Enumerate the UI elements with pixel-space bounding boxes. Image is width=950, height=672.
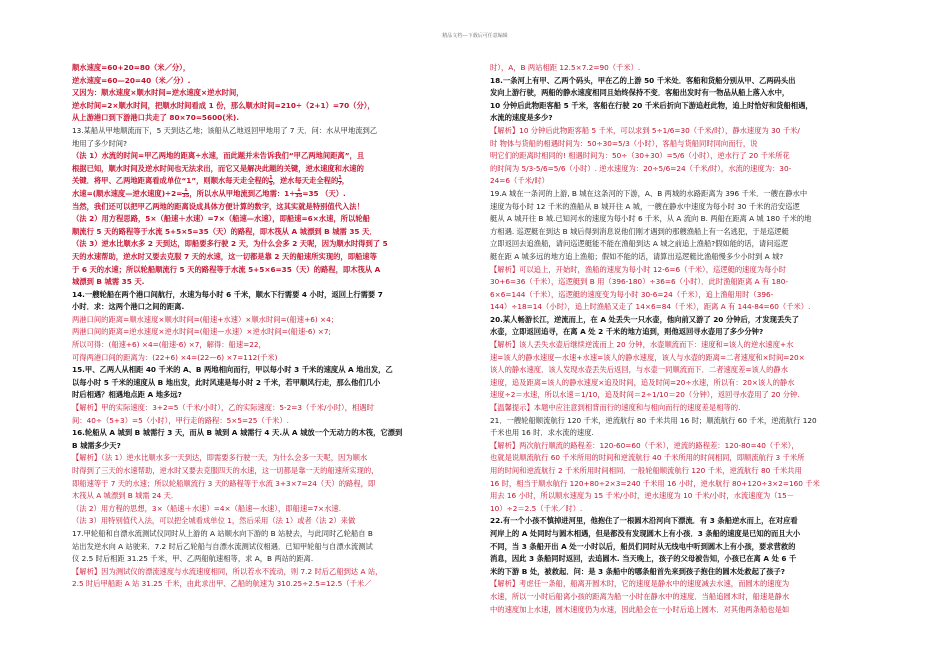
fraction-denominator: 5 — [269, 180, 273, 187]
fraction-denominator: 35 — [182, 193, 190, 200]
text-line — [490, 478, 880, 491]
text-line — [72, 478, 462, 491]
left-column — [72, 62, 462, 591]
line-text: 逆水时间=2×顺水时间，把顺水时间看成 1 份，那么顺水时间=210÷（2+1）=70（分）， — [72, 100, 375, 110]
text-line — [490, 541, 880, 554]
text-line — [72, 339, 462, 352]
text-line — [72, 377, 462, 390]
text-line — [490, 427, 880, 440]
text-line — [72, 75, 462, 88]
line-text: 逆水速度=60—20=40（米／分）. — [72, 75, 191, 85]
text-line — [490, 276, 880, 289]
text-line — [490, 251, 880, 264]
line-text: 也就是说顺流航行 60 千米所用的时间和逆流航行 40 千米所用的时间相同，即顺流航行 3 千米所 — [490, 453, 805, 463]
text-line — [72, 112, 462, 125]
line-text: 18.一条河上有甲、乙两个码头，甲在乙的上游 50 千米处．客船和货船分别从甲、乙两码头出 — [490, 75, 796, 85]
text-line — [72, 201, 462, 214]
line-text: 米的下游 B 处，被救起．问：是 3 条船中的哪条船首先来到孩子抱住的圆木处救起了孩子? — [490, 566, 786, 576]
text-line — [72, 251, 462, 264]
text-line — [72, 415, 462, 428]
fraction-denominator: 35 — [295, 193, 303, 200]
line-text: 21．一艘轮船顺流航行 120 千米，逆流航行 80 千米共用 16 时；顺流航行 60 千米，逆流航行 120 — [490, 415, 817, 425]
line-text: 发向上游行驶，两船的静水速度相同且始终保持不变．客船出发时有一物品从船上落入水中， — [490, 88, 790, 98]
text-line — [490, 566, 880, 579]
line-text: 木筏从 A 城漂到 B 城需 24 天. — [72, 491, 174, 501]
text-line — [72, 452, 462, 465]
text-line — [490, 415, 880, 428]
text-line — [490, 452, 880, 465]
text-line — [72, 62, 462, 75]
line-text: 该人的静水速度．该人发现水壶丢失后返回，与水壶一同顺流而下．二者速度差=该人的静水 — [490, 365, 788, 375]
text-line — [490, 440, 880, 453]
line-text: 天的水速帮助，逆水时又要去克服 7 天的水速，这一切都是靠 2 天的船速所实现的，即船速等 — [72, 251, 377, 261]
line-text: 小时．求：这两个港口之间的距离. — [72, 302, 185, 312]
text-line — [490, 364, 880, 377]
line-text: 【解析】甲的实际速度：3+2=5（千米/小时），乙的实际速度：5-2=3（千米/小时），相遇时 — [72, 403, 374, 413]
line-text: 以每小时 5 千米的速度从 B 地出发，此时风速是每小时 2 千米，若甲顺风行走，那么他们几小 — [72, 377, 381, 387]
line-text: B 城需多少天? — [72, 440, 121, 450]
text-line — [72, 238, 462, 251]
fraction-numerator: 1 — [338, 175, 342, 181]
line-text: 两港口间的距离=顺水速度×顺水时间=(船速+水速）×顺水时间=(船速+6) ×4； — [72, 314, 339, 324]
line-text: 16.轮船从 A 城到 B 城需行 3 天，而从 B 城到 A 城需行 4 天.从 A 城放一个无动力的木筏，它漂到 — [72, 428, 403, 438]
line-text: 明它们的距离时相同的! 相遇时间为：50÷（30+30）=5/6（小时），逆水行了 20 千米所花 — [490, 151, 790, 161]
line-text: 速度÷2＝水速，所以水速＝1/10，追及时间＝2÷1/10＝20（分钟），返回寻水壶用了 20 分钟. — [490, 390, 800, 400]
text-line — [72, 188, 462, 201]
fraction-numerator: 1 — [269, 175, 273, 181]
line-text: （法 3）用特别值代入法，可以把全城看成单位 1，然后采用（法 1）或者（法 2）来做 — [72, 516, 356, 526]
text-line — [72, 578, 462, 591]
text-line — [72, 352, 462, 365]
line-text: 【解析】10 分钟后此物距客船 5 千米，可以求到 5÷1/6=30（千米/时），静水速度为 30 千米/ — [490, 125, 800, 135]
line-text: 【解析】（法 1）逆水比顺水多一天到达，即需要多行驶一天，为什么会多一天呢，因为顺水 — [72, 453, 368, 463]
line-text: 10 分钟后此物距客船 5 千米，客船在行驶 20 千米后折向下游追赶此物，追上时恰好和货船相遇， — [490, 100, 813, 110]
line-text: 时），A，B 两站相距 12.5×7.2=90（千米）. — [490, 63, 641, 72]
line-text: 消息，因此 3 条船同时返回，去追圆木. 当天晚上，孩子的父母被告知，小孩已在离 A 处 6 千 — [490, 554, 797, 564]
line-text: 间：40÷（5+3）=5（小时），甲行走的路程：5×5=25（千米）. — [72, 415, 289, 425]
line-text: 于 6 天的水速；所以轮船顺流行 5 天的路程等于水流 5+5×6=35（天）的路程，即木筏从 A — [72, 264, 381, 274]
line-text: 【温馨提示】本题中应注意到相背而行的速度和与相向而行的速度差是相等的. — [490, 403, 741, 413]
fraction-denominator: 7 — [338, 180, 342, 187]
line-text: 城漂到 B 城需 35 天. — [72, 277, 145, 287]
text-line — [490, 112, 880, 125]
line-text: 艇从 A 城开往 B 城.已知河水的速度为每小时 6 千米，从 A 流向 B. 两船在距离 A 城 180 千米的地 — [490, 214, 812, 224]
text-line — [72, 125, 462, 138]
line-text: ， — [341, 176, 350, 186]
right-column — [490, 62, 880, 616]
text-line — [490, 175, 880, 188]
text-line — [72, 553, 462, 566]
text-line — [490, 553, 880, 566]
text-line — [490, 490, 880, 503]
text-line — [72, 440, 462, 453]
text-line — [72, 389, 462, 402]
line-text: 艇在距 A 城多远的地方追上渔船；假如不能的话，请算出巡逻艇比渔船慢多少小时到 A 城? — [490, 251, 784, 261]
text-line — [490, 138, 880, 151]
text-line — [72, 566, 462, 579]
line-text: 20.某人畅游长江，逆流而上，在 A 处丢失一只水壶，他向前又游了 20 分钟后，才发现丢失了 — [490, 314, 799, 324]
text-line — [490, 75, 880, 88]
line-text: 立即返回去追渔船，请问巡逻艇能不能在渔船到达 A 城之前追上渔船?假如能的话，请问巡逻 — [490, 239, 789, 249]
line-text: 144）÷18=14（小时），追上时渔船又走了 14×6=84（千米），距离 A 有 144-84=60（千米）. — [490, 302, 811, 312]
line-text: 千米也用 16 时．求水流的速度. — [490, 428, 594, 438]
line-text: 17.甲轮船和自漂水流测试仪同时从上游的 A 站顺水向下游的 B 站驶去，与此同时乙轮船自 B — [72, 528, 373, 538]
line-text: （法 2）用方程的思想，3×（船速＋水速）=4×（船速—水速），即船速=7×水速. — [72, 503, 342, 513]
text-line — [490, 201, 880, 214]
text-line — [72, 163, 462, 176]
text-line — [490, 163, 880, 176]
text-line — [490, 339, 880, 352]
line-text: 关键．将甲、乙两地距离看成单位“1”，则顺水每天走全程的 — [72, 176, 270, 186]
line-text: ，逆水每天走全程的 — [272, 176, 339, 186]
line-text: 【解析】两次航行顺流的路程差：120-60=60（千米），逆流的路程差：120-80=40（千米）， — [490, 440, 799, 450]
line-text: 根据已知，顺水时间及逆水时间也无法求出，而它又是解决此题的关键，逆水速度和水速的 — [72, 163, 364, 173]
line-text: 水速=(顺水速度—逆水速度)÷2= — [72, 188, 183, 198]
line-text: 即船速等于 7 天的水速；所以轮船顺流行 3 天的路程等于水流 3+3×7=24（天）的路程，即 — [72, 478, 376, 488]
line-text: 所以可得：(船速+6) ×4=(船速-6) ×7，解得：船速=22， — [72, 340, 266, 350]
line-text: 速度为每小时 12 千米的渔船从 B 城开往 A 城，一艘在静水中速度为每小时 30 千米的沿安巡逻 — [490, 201, 800, 211]
text-line — [72, 364, 462, 377]
line-text: 的时间为 5/3-5/6=5/6（小时）. 逆水速度为：20÷5/6=24（千米/时），水流的速度为：30- — [490, 163, 792, 173]
line-text: 水壶，立即返回追寻，在离 A 处 2 千米的地方追到，则他返回寻水壶用了多少分钟? — [490, 327, 764, 337]
line-text: 【解析】考虑任一条船，船离开圆木时，它的速度是静水中的速度减去水速，而圆木的速度为 — [490, 579, 790, 589]
line-text: 【解析】因为测试仪的漂流速度与水流速度相同，所以若水不流动，则 7.2 时后乙船到达 A 站， — [72, 566, 383, 576]
text-line — [490, 264, 880, 277]
text-line — [72, 402, 462, 415]
line-text: （法 3）逆水比顺水多 2 天到达，即船要多行驶 2 天，为什么会多 2 天呢，因为顺水时得到了 5 — [72, 239, 388, 249]
text-line — [72, 528, 462, 541]
text-line — [490, 389, 880, 402]
fraction-numerator: 1 — [297, 187, 301, 194]
fraction-numerator: 1 — [184, 187, 188, 194]
text-line — [490, 503, 880, 516]
text-line — [72, 87, 462, 100]
text-line — [490, 213, 880, 226]
text-line — [72, 515, 462, 528]
line-text: 时后相遇？相遇地点距 A 地多远? — [72, 390, 182, 400]
line-text: 用去 16 小时，所以顺水速度为 15 千米/小时，逆水速度为 10 千米/小时，水流速度为（15－ — [490, 491, 795, 501]
line-text: 两港口间的距离=逆水速度×逆水时间=(船速—水速）×逆水时间=(船速-6) ×7; — [72, 327, 331, 337]
text-line — [490, 87, 880, 100]
text-line — [72, 150, 462, 163]
line-text: 16 时，相当于顺水航行 120+80÷2×3=240 千米用 16 小时，逆水航行 80+120÷3×2=160 千米 — [490, 478, 820, 488]
line-text: ，所以水从甲地流到乙地需：1÷ — [189, 188, 296, 198]
text-line — [72, 226, 462, 239]
text-line — [490, 402, 880, 415]
text-line — [490, 377, 880, 390]
text-line — [72, 175, 462, 188]
text-line — [72, 264, 462, 277]
line-text: 10）÷2＝2.5（千米／时）. — [490, 503, 583, 513]
line-text: 【解析】该人丢失水壶后继续逆流而上 20 分钟，水壶顺流而下：速度和=该人的逆水速度+水 — [490, 340, 794, 350]
line-text: 【解析】可以追上，开始时，渔船的速度为每小时 12-6=6（千米），巡逻艇的速度为每小时 — [490, 264, 786, 274]
text-line — [490, 528, 880, 541]
line-text: 速度，追及距离=该人的静水速度×追及时间，追及时间=20÷水速，所以有：20×该人的静水 — [490, 377, 795, 387]
text-line — [72, 138, 462, 151]
line-text: 顺流行 5 天的路程等于水流 5+5×5=35（天）的路程，即木筏从 A 城漂到 B 城需 35 天． — [72, 226, 377, 236]
line-text: 13.某船从甲地顺流而下，5 天到达乙地；该船从乙地返回甲地用了 7 天．问：水从甲地流到乙 — [72, 125, 378, 135]
line-text: 不同，当 3 条船开出 A 处一小时以后，船员们同时从无线电中听到圆木上有小孩，要求营救的 — [490, 541, 796, 551]
text-line — [72, 276, 462, 289]
text-line — [490, 226, 880, 239]
line-text: 从上游港口到下游港口共走了 80×70=5600(米). — [72, 113, 239, 123]
line-text: 水流的速度是多少? — [490, 113, 553, 123]
text-line — [490, 352, 880, 365]
line-text: 顺水速度=60+20=80（米／分）， — [72, 63, 191, 72]
line-text: 可得两港口间的距离为：(22+6) ×4=(22—6) ×7=112(千米) — [72, 352, 278, 362]
line-text: 19.A 城在一条河的上游, B 城在这条河的下游，A、B 两城的水路距离为 396 千米．一艘在静水中 — [490, 188, 808, 198]
text-line — [72, 465, 462, 478]
text-line — [490, 591, 880, 604]
line-text: 水速，所以一小时后船离小孩的距离为船一小时在静水中的速度．当船追圆木时，船速是静水 — [490, 591, 790, 601]
line-text: 仪 2.5 时后相距 31.25 千米，甲、乙两船航速相等，求 A，B 两站的距离. — [72, 554, 314, 564]
text-line — [490, 578, 880, 591]
line-text: 6×6=144（千米），巡逻艇的速度变为每小时 30-6=24（千米），追上渔船用时（396- — [490, 289, 774, 299]
text-line — [490, 314, 880, 327]
text-line — [490, 289, 880, 302]
text-line — [490, 604, 880, 617]
line-text: =35 （天）. — [302, 188, 346, 198]
text-line — [490, 125, 880, 138]
text-line — [490, 465, 880, 478]
text-line — [490, 238, 880, 251]
line-text: 14.一艘轮船在两个港口间航行，水速为每小时 6 千米，顺水下行需要 4 小时，返回上行需要 7 — [72, 289, 383, 299]
page-header: 精品文档---下载后可任意编辑 — [442, 33, 508, 39]
text-line — [72, 213, 462, 226]
text-line — [72, 289, 462, 302]
text-line — [490, 515, 880, 528]
text-line — [490, 326, 880, 339]
line-text: 15.甲、乙两人从相距 40 千米的 A、B 两地相向而行，甲以每小时 3 千米的速度从 A 地出发，乙 — [72, 365, 393, 375]
text-line — [72, 301, 462, 314]
line-text: 河岸上的 A 处同时与圆木相遇，但是都没有发现圆木上有小孩．3 条船的速度是已知的而且大小 — [490, 528, 801, 538]
line-text: 时得到了三天的水速帮助，逆水时又要去克服四天的水速，这一切都是靠一天的船速所实现的， — [72, 466, 379, 475]
text-line — [490, 150, 880, 163]
line-text: 站出发逆水向 A 站驶来．7.2 时后乙轮船与自漂水流测试仪相遇．已知甲轮船与自漂水流测试 — [72, 541, 373, 551]
line-text: 用的时间和逆流航行 2 千米所用时间相同．一般轮船顺流航行 120 千米，逆流航行 80 千米共用 — [490, 466, 802, 475]
text-line — [490, 188, 880, 201]
text-line — [72, 541, 462, 554]
line-text: （法 2）用方程思路，5×（船速＋水速）=7×（船速—水速），即船速=6×水速，所以轮船 — [72, 214, 370, 224]
line-text: 中的速度加上水速，圆木速度仍为水速，因此船会在一小时后追上圆木．对其他两条船也是如 — [490, 604, 790, 614]
text-line — [72, 100, 462, 113]
line-text: 22.有一个小孩不慎掉进河里，他抱住了一根圆木沿河向下漂流．有 3 条船逆水而上，在对应看 — [490, 516, 798, 526]
text-line — [72, 427, 462, 440]
line-text: 又因为：顺水速度×顺水时间=逆水速度×逆水时间， — [72, 88, 244, 98]
line-text: 30+6=36（千米），巡逻艇到 B 用（396-180）÷36=6（小时）．此时渔船距离 A 有 180- — [490, 277, 789, 287]
text-line — [490, 301, 880, 314]
text-line — [490, 62, 880, 75]
line-text: 当然，我们还可以把甲乙两地的距离设成具体方便计算的数字，这其实就是特别值代入法！ — [72, 201, 364, 211]
line-text: 24=6（千米/时） — [490, 176, 549, 186]
line-text: 地用了多少时间? — [72, 138, 127, 148]
text-line — [72, 503, 462, 516]
line-text: 时 物体与货船的相遇时间为：50÷30=5/3（小时），客船与货船同时同向而行，说 — [490, 138, 758, 148]
text-line — [72, 326, 462, 339]
line-text: 方相遇. 巡逻艇在到达 B 城后得到消息说他们刚才遇到的那艘渔船上有一名逃犯，于是巡逻艇 — [490, 226, 789, 236]
text-line — [72, 490, 462, 503]
text-line — [490, 100, 880, 113]
line-text: 2.5 时后甲船距 A 站 31.25 千米，由此求出甲、乙船的航速为 310.25÷2.5=12.5（千米／ — [72, 579, 372, 589]
text-line — [72, 314, 462, 327]
line-text: （法 1）水流的时间=甲乙两地的距离÷水速，而此题并未告诉我们“甲乙两地间距离”，且 — [72, 151, 365, 161]
line-text: 速=该人的静水速度—水速+水速=该人的静水速度，该人与水壶的距离=二者速度和×时间=20× — [490, 352, 805, 362]
